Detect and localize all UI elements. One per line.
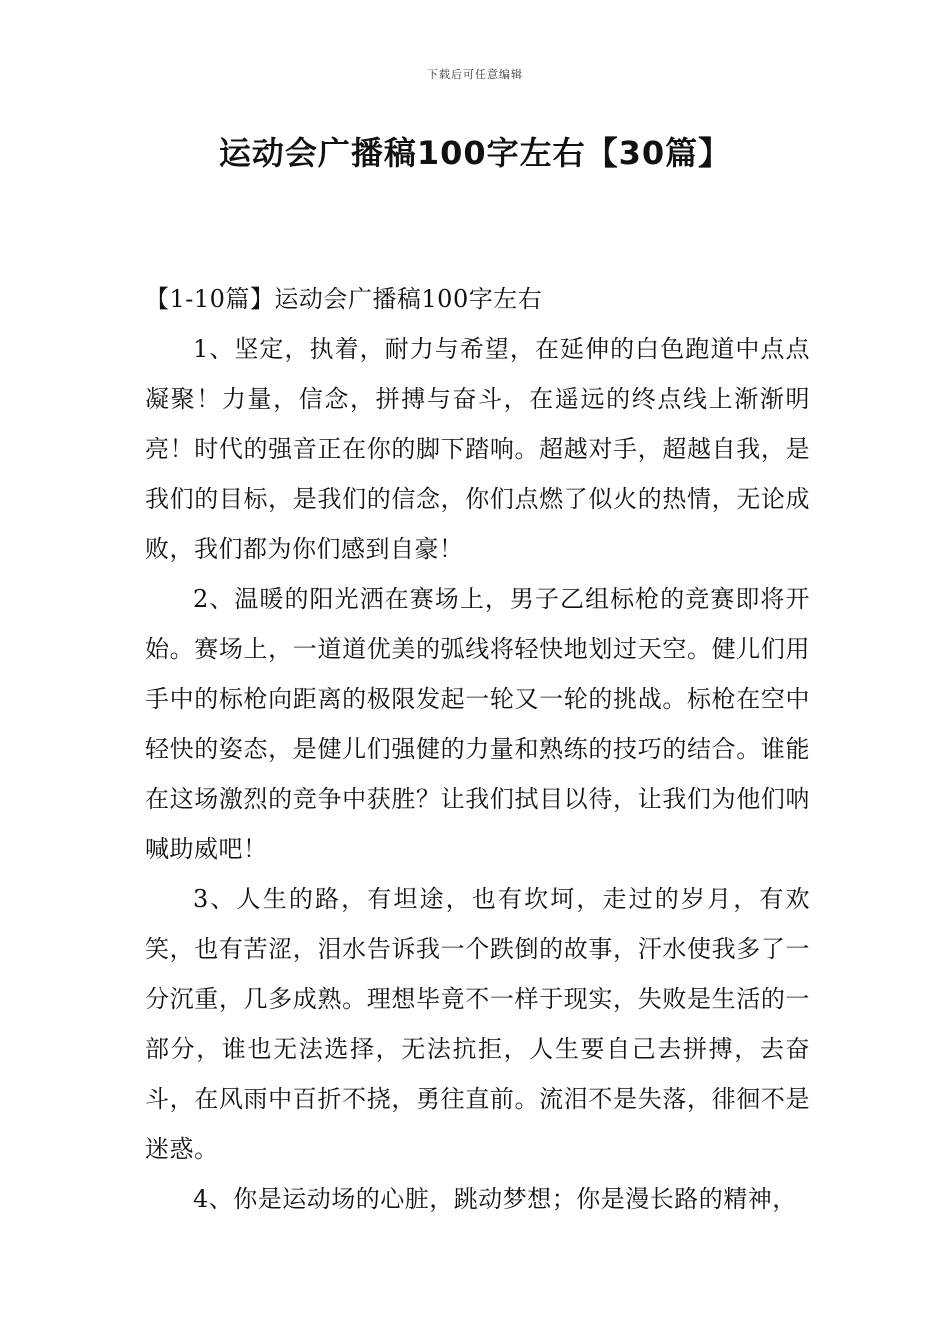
section-heading: 【1-10篇】运动会广播稿100字左右 <box>145 285 543 313</box>
paragraph-3: 3、人生的路，有坦途，也有坎坷，走过的岁月，有欢笑，也有苦涩，泪水告诉我一个跌倒的故事，汗水使我多了一分沉重，几多成熟。理想毕竟不一样于现实，失败是生活的一部分，谁也无法选择，无法抗拒，人生要自己去拼搏，去奋斗，在风雨中百折不挠，勇往直前。流泪不是失落，徘徊不是迷惑。 <box>145 885 810 1163</box>
page-title: 运动会广播稿100字左右【30篇】 <box>218 134 732 172</box>
header-note: 下载后可任意编辑 <box>427 68 523 81</box>
paragraph-1: 1、坚定，执着，耐力与希望，在延伸的白色跑道中点点凝聚！力量，信念，拼搏与奋斗，在遥远的终点线上渐渐明亮！时代的强音正在你的脚下踏响。超越对手，超越自我，是我们的目标，是我们的信念，你们点燃了似火的热情，无论成败，我们都为你们感到自豪！ <box>145 335 810 563</box>
document-body <box>145 274 810 1224</box>
paragraph-4: 4、你是运动场的心脏，跳动梦想；你是漫长路的精神， <box>193 1185 797 1213</box>
paragraph-2: 2、温暖的阳光洒在赛场上，男子乙组标枪的竞赛即将开始。赛场上，一道道优美的弧线将轻快地划过天空。健儿们用手中的标枪向距离的极限发起一轮又一轮的挑战。标枪在空中轻快的姿态，是健儿们强健的力量和熟练的技巧的结合。谁能在这场激烈的竞争中获胜？让我们拭目以待，让我们为他们呐喊助威吧！ <box>145 585 810 863</box>
